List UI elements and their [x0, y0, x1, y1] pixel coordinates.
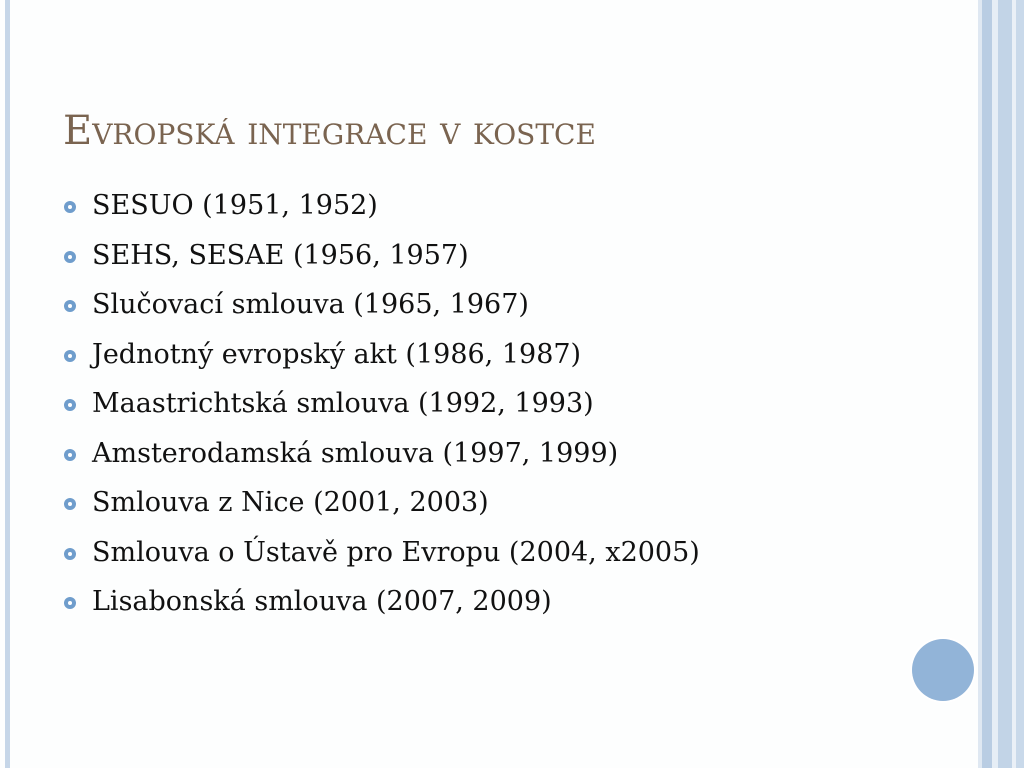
bullet-item [64, 483, 700, 533]
circle-bullet-icon [64, 399, 76, 411]
bullet-item [64, 285, 700, 335]
right-decorative-band [982, 0, 992, 768]
bullet-text: Lisabonská smlouva (2007, 2009) [92, 586, 552, 617]
bullet-list [64, 186, 700, 632]
circle-bullet-icon [64, 548, 76, 560]
bullet-item [64, 236, 700, 286]
circle-bullet-icon [64, 201, 76, 213]
bullet-text: Smlouva z Nice (2001, 2003) [92, 487, 489, 518]
bullet-text: Amsterodamská smlouva (1997, 1999) [92, 437, 619, 469]
circle-bullet-icon [64, 251, 76, 263]
bullet-text: Maastrichtská smlouva (1992, 1993) [92, 388, 594, 419]
bullet-text: Slučovací smlouva (1965, 1967) [92, 289, 529, 320]
right-decorative-band [1016, 0, 1024, 768]
bullet-item [64, 533, 700, 583]
bullet-item [64, 582, 700, 632]
bullet-item [64, 434, 700, 484]
right-decorative-band [998, 0, 1012, 768]
circle-bullet-icon [64, 597, 76, 609]
circle-bullet-icon [64, 498, 76, 510]
bullet-text: Jednotný evropský akt (1986, 1987) [92, 338, 582, 370]
bullet-item [64, 335, 700, 385]
circle-bullet-icon [64, 449, 76, 461]
circle-bullet-icon [64, 350, 76, 362]
bullet-text: SESUO (1951, 1952) [92, 190, 378, 221]
bullet-text: SEHS, SESAE (1956, 1957) [92, 239, 469, 271]
slide-title: Evropská integrace v kostce [63, 108, 596, 154]
circle-bullet-icon [64, 300, 76, 312]
bullet-item [64, 186, 700, 236]
decorative-circle [912, 639, 974, 701]
left-decorative-line [5, 0, 10, 768]
bullet-item [64, 384, 700, 434]
bullet-text: Smlouva o Ústavě pro Evropu (2004, x2005) [92, 536, 700, 568]
